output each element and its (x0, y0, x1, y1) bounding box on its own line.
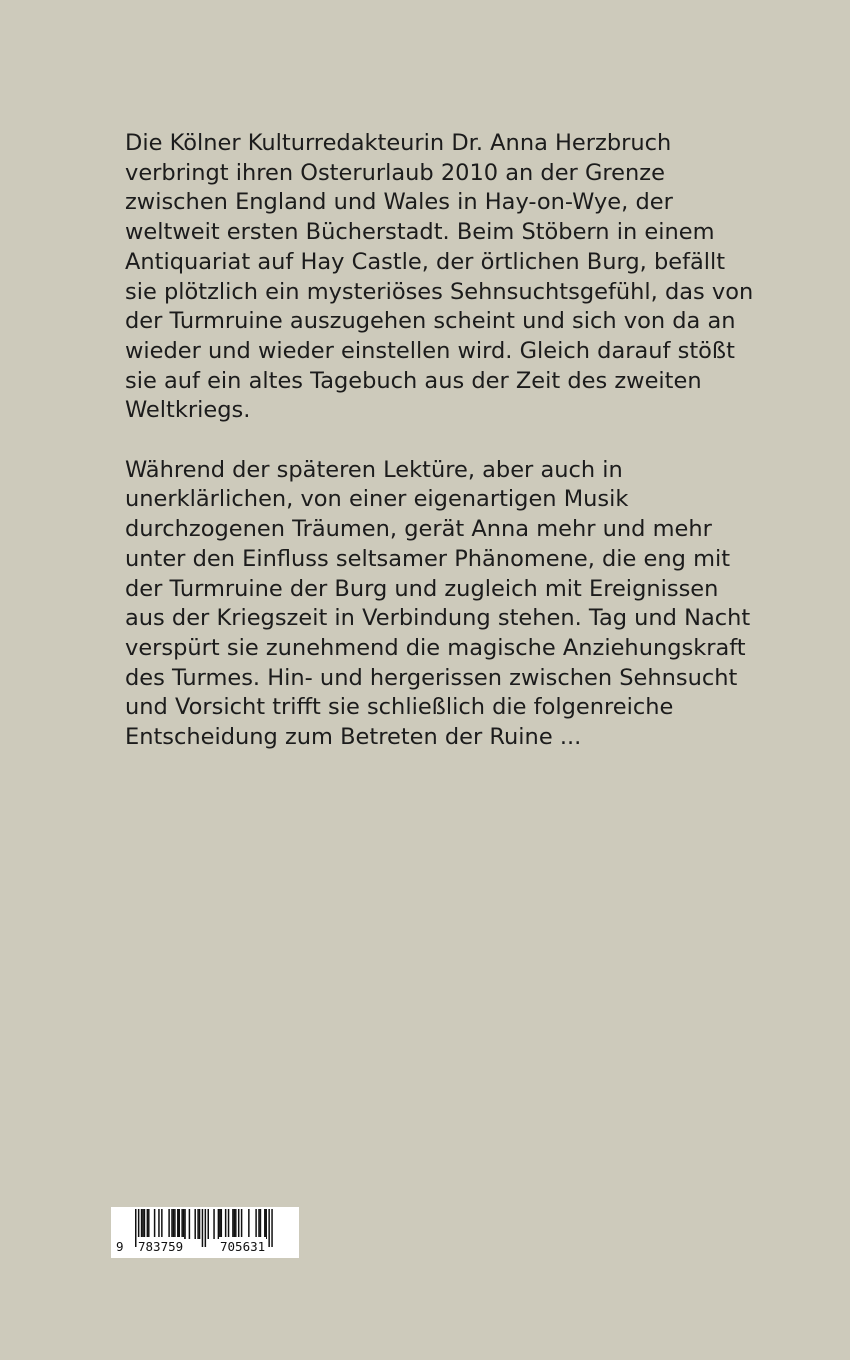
barcode-bar (181, 1209, 183, 1239)
barcode-bar (179, 1209, 181, 1239)
barcode-bar (258, 1209, 260, 1239)
barcode-bar (183, 1209, 185, 1239)
barcode-bar (225, 1209, 227, 1239)
blurb-line: weltweit ersten Bücherstadt. Beim Stöbern in einem (125, 219, 715, 246)
blurb-line: des Turmes. Hin- und hergerissen zwischen Sehnsucht (125, 664, 738, 691)
barcode-bar (266, 1209, 268, 1239)
barcode-bar (218, 1209, 220, 1239)
barcode-bar (241, 1209, 243, 1239)
barcode-bar (248, 1209, 250, 1239)
blurb-line: wieder und wieder einstellen wird. Gleich darauf stößt (125, 337, 735, 364)
barcode-bar (154, 1209, 156, 1239)
barcode-bar (147, 1209, 149, 1239)
barcode-lead-digit: 9 (115, 1237, 125, 1257)
blurb-line: der Turmruine auszugehen scheint und sich von da an (125, 308, 736, 335)
blurb-line: Entscheidung zum Betreten der Ruine ... (125, 724, 582, 751)
barcode-bar (213, 1209, 215, 1239)
blurb-paragraph-1 (125, 129, 754, 426)
blurb-line: und Vorsicht trifft sie schließlich die folgenreiche (125, 694, 674, 721)
barcode-bar (228, 1209, 230, 1239)
barcode-bar (148, 1209, 150, 1239)
barcode-bar (194, 1209, 196, 1239)
barcode-bar (144, 1209, 146, 1239)
blurb-line: Die Kölner Kulturredakteurin Dr. Anna Herzbruch (125, 130, 672, 156)
back-cover-blurb (125, 129, 754, 753)
barcode-digits (111, 1237, 299, 1257)
barcode-bar (158, 1209, 160, 1239)
barcode-bar (221, 1209, 223, 1239)
barcode-bar (171, 1209, 173, 1239)
blurb-line: sie auf ein altes Tagebuch aus der Zeit des zweiten (125, 367, 702, 394)
isbn-barcode (111, 1207, 299, 1258)
blurb-line: durchzogenen Träumen, gerät Anna mehr und mehr (125, 516, 712, 543)
blurb-line: Weltkriegs. (125, 397, 251, 424)
blurb-line: verspürt sie zunehmend die magische Anziehungskraft (125, 634, 746, 661)
barcode-bar (174, 1209, 176, 1239)
barcode-bar (199, 1209, 201, 1239)
barcode-bar (260, 1209, 262, 1239)
barcode-bar (264, 1209, 266, 1239)
barcode-bar (208, 1209, 210, 1239)
barcode-bar (238, 1209, 240, 1239)
blurb-line: unerklärlichen, von einer eigenartigen Musik (125, 486, 629, 513)
barcode-bar (141, 1209, 143, 1239)
blurb-line: aus der Kriegszeit in Verbindung stehen. Tag und Nacht (125, 605, 751, 632)
barcode-bar (173, 1209, 175, 1239)
barcode-bar (161, 1209, 163, 1239)
barcode-right-group: 705631 (219, 1237, 266, 1257)
barcode-bar (189, 1209, 191, 1239)
blurb-line: verbringt ihren Osterurlaub 2010 an der Grenze (125, 159, 665, 186)
barcode-bar (232, 1209, 234, 1239)
blurb-line: Antiquariat auf Hay Castle, der örtlichen Burg, befällt (125, 248, 726, 275)
barcode-bar (184, 1209, 186, 1239)
blurb-line: zwischen England und Wales in Hay-on-Wye, der (125, 189, 673, 216)
barcode-bar (235, 1209, 237, 1239)
barcode-bar (197, 1209, 199, 1239)
barcode-bar (168, 1209, 170, 1239)
barcode-left-group: 783759 (137, 1237, 184, 1257)
blurb-paragraph-2 (125, 456, 751, 753)
blurb-line: Während der späteren Lektüre, aber auch in (125, 456, 623, 483)
barcode-bar (255, 1209, 257, 1239)
barcode-bar (177, 1209, 179, 1239)
blurb-line: sie plötzlich ein mysteriöses Sehnsuchtsgefühl, das von (125, 278, 754, 305)
barcode-bar (234, 1209, 236, 1239)
blurb-line: unter den Einfluss seltsamer Phänomene, die eng mit (125, 545, 731, 572)
barcode-bar (142, 1209, 144, 1239)
barcode-bar (219, 1209, 221, 1239)
blurb-line: der Turmruine der Burg und zugleich mit Ereignissen (125, 575, 719, 602)
